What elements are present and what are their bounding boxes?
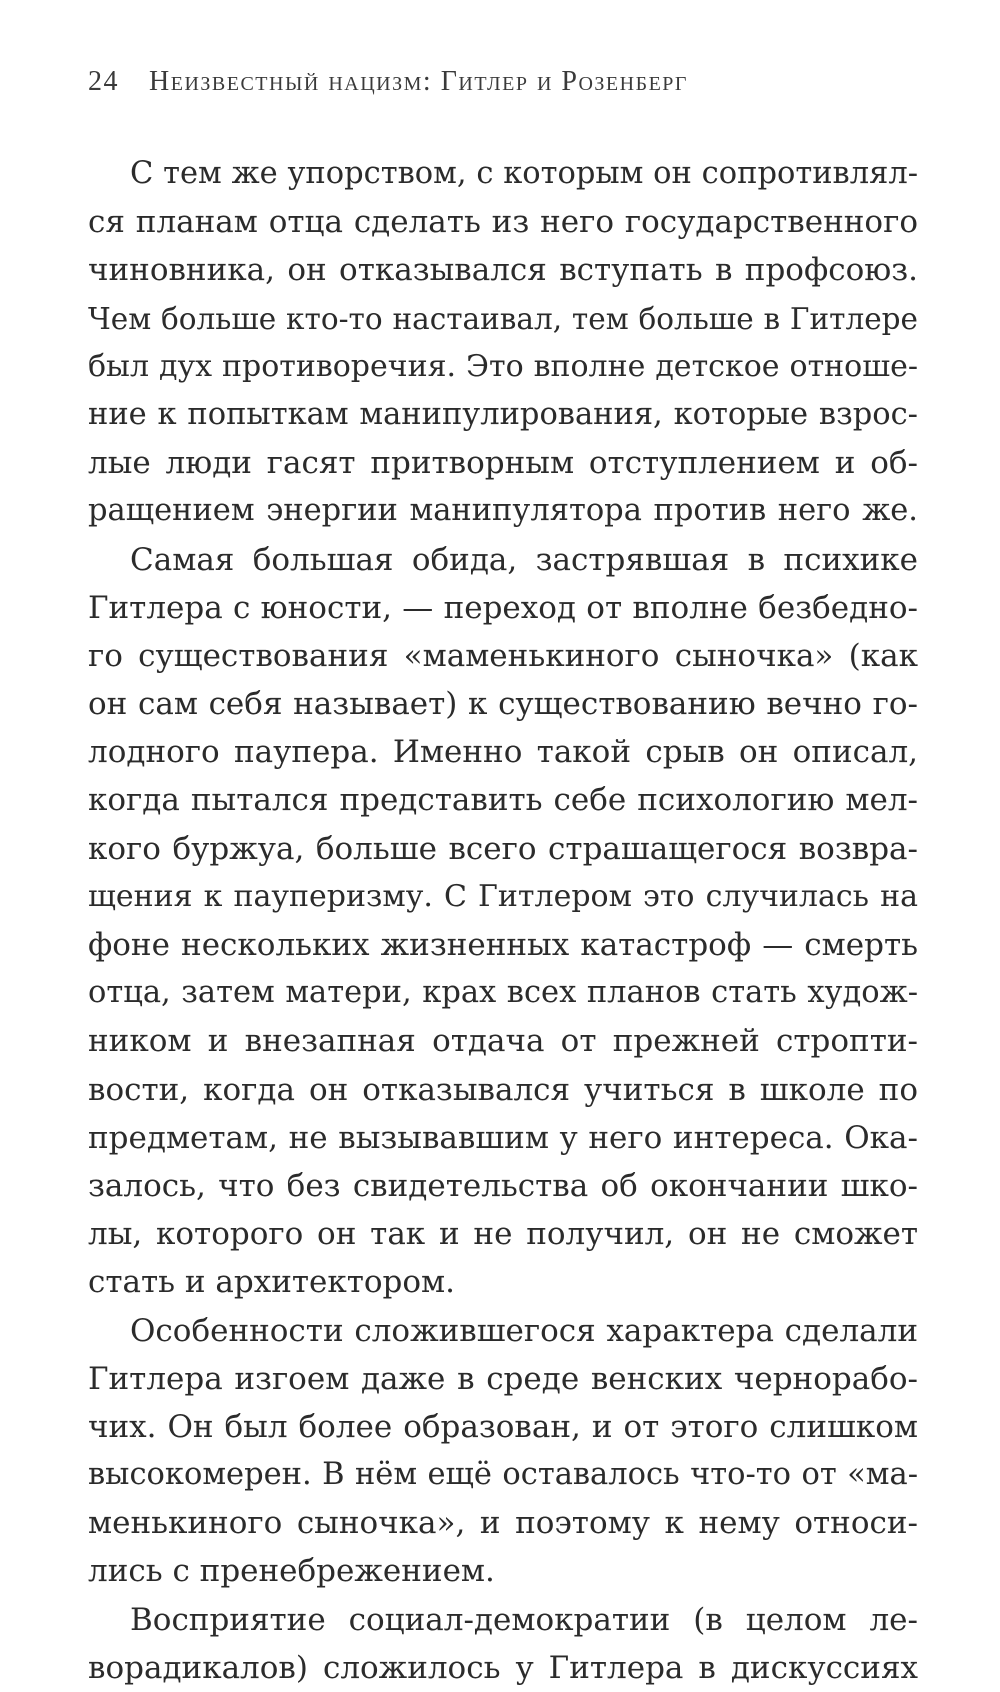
text-line: Гитлера изгоем даже в среде венских чернорабо- [88,1360,918,1397]
paragraph-4 [88,1596,918,1692]
text-line: Восприятие социал-демократии (в целом ле- [130,1601,918,1638]
text-line: С тем же упорством, с которым он сопротивлял- [130,156,918,191]
paragraph-1 [88,150,918,536]
text-line: отца, затем матери, крах всех планов стать худож- [88,975,918,1011]
text-line: Самая большая обида, застрявшая в психике [130,541,918,578]
text-line: стать и архитектором. [88,1264,456,1301]
text-line: чих. Он был более образован, и от этого слишком [88,1408,918,1445]
text-line: ращением энергии манипулятора против него же. [88,493,918,529]
text-line: кого буржуа, больше всего страшащегося возвра- [88,830,918,867]
text-line: го существования «маменькиного сыночка» (как [88,637,918,674]
text-line: Гитлера с юности, — переход от вполне безбедно- [88,589,918,626]
text-line: лы, которого он так и не получил, он не сможет [88,1216,918,1253]
text-line: щения к пауперизму. С Гитлером это случилась на [88,878,918,914]
text-line: Особенности сложившегося характера сделали [130,1312,918,1349]
paragraph-3 [88,1307,918,1596]
text-line: Чем больше кто-то настаивал, тем больше в Гитлере [88,301,918,336]
text-line: лись с пренебрежением. [88,1553,495,1590]
text-line: чиновника, он отказывался вступать в профсоюз. [88,252,918,289]
page-number: 24 [88,66,119,97]
text-line: ние к попыткам манипулирования, которые взрос- [88,396,918,432]
text-line: ником и внезапная отдача от прежней стропти- [88,1023,918,1060]
text-line: вости, когда он отказывался учиться в школе по [88,1071,918,1108]
text-line: ворадикалов) сложилось у Гитлера в дискуссиях [88,1649,918,1686]
text-line: предметам, не вызывавшим у него интереса. Ока- [88,1119,918,1156]
text-line: лые люди гасят притворным отступлением и об- [88,445,918,482]
paragraph-2 [88,536,918,1307]
text-line: фоне нескольких жизненных катастроф — смерть [88,927,918,963]
text-line: был дух противоречия. Это вполне детское отноше- [88,348,918,384]
text-line: залось, что без свидетельства об окончании шко- [88,1167,918,1204]
text-line: высокомерен. В нём ещё оставалось что-то от «ма- [88,1457,918,1493]
running-title: Неизвестный нацизм: Гитлер и Розенберг [149,66,688,97]
text-line: он сам себя называет) к существованию вечно го- [88,686,918,723]
running-head [88,66,928,106]
text-line: когда пытался представить себе психологию мел- [88,782,918,819]
text-line: ся планам отца сделать из него государственного [88,204,918,241]
body-text [88,150,918,1692]
text-line: лодного паупера. Именно такой срыв он описал, [88,734,918,771]
text-line: менькиного сыночка», и поэтому к нему относи- [88,1505,918,1542]
